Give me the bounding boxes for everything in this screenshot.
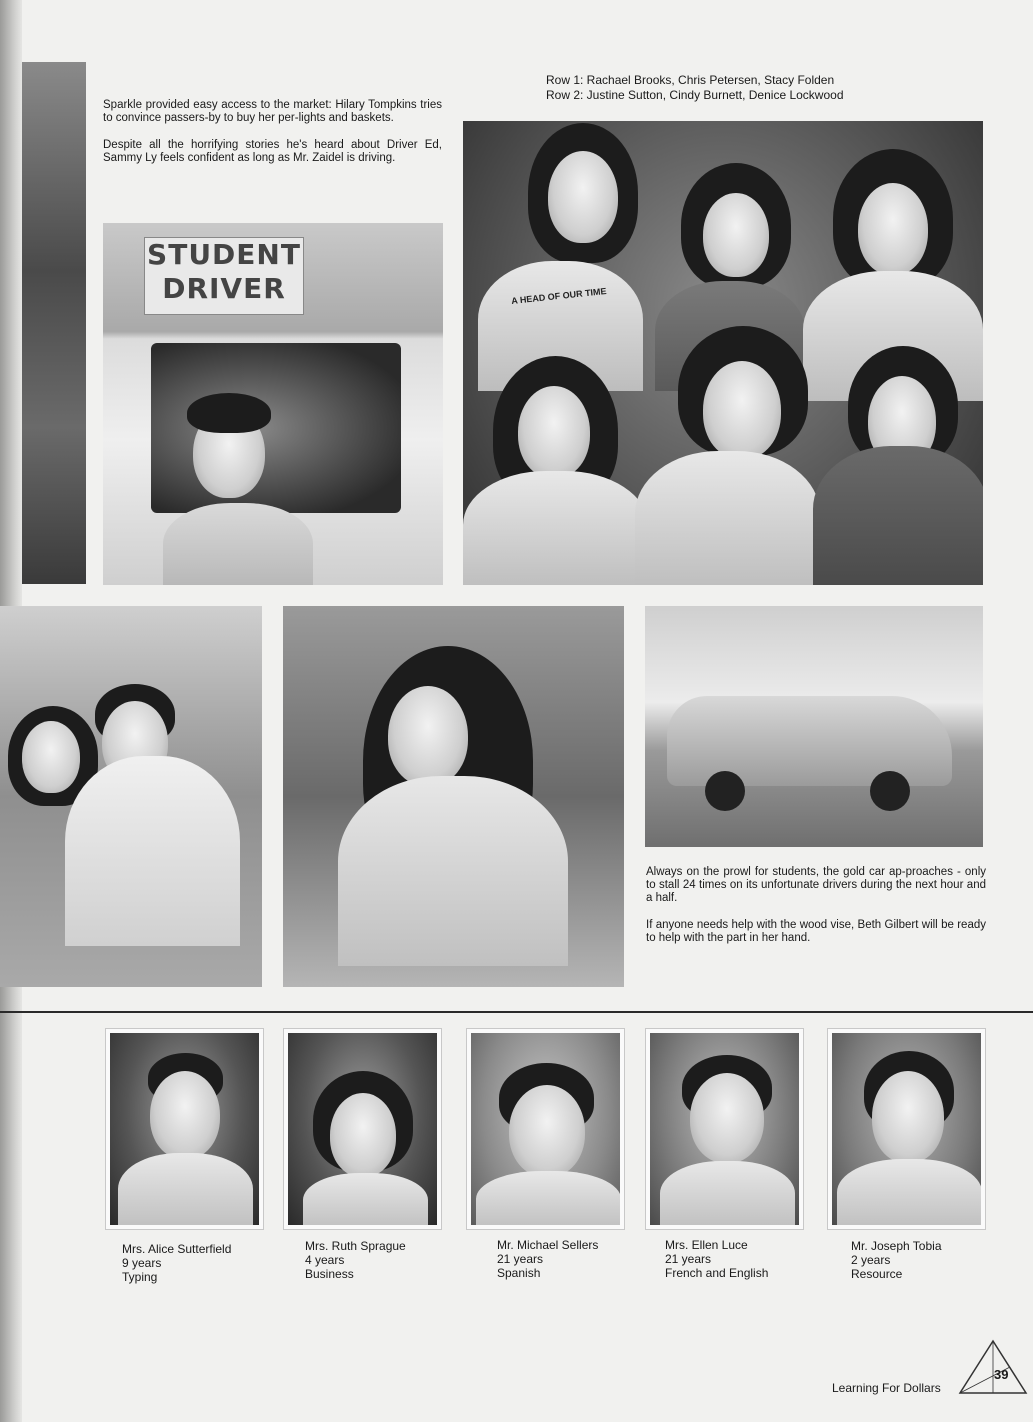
photo-group-six-students [463,121,983,585]
page-number: 39 [994,1367,1009,1382]
portrait-sprague [288,1033,437,1225]
staff-name: Mrs. Ellen Luce [665,1238,748,1252]
sign-line-2: DRIVER [162,272,286,305]
caption-gold-car: Always on the prowl for students, the gold car ap-proaches - only to stall 24 times on its unfortunate drivers during the next hour and a half. [646,866,986,904]
staff-subject: Typing [122,1270,158,1284]
portrait-frame-sutterfield [105,1028,264,1230]
caption-block-right-middle [646,866,986,959]
portrait-frame-luce [645,1028,804,1230]
staff-caption-sprague [305,1239,406,1281]
portrait-luce [650,1033,799,1225]
caption-group-row-1: Row 1: Rachael Brooks, Chris Petersen, Stacy Folden [546,73,835,87]
photo-gold-car [645,606,983,847]
staff-subject: Business [305,1267,354,1281]
staff-caption-sellers [497,1238,598,1280]
staff-subject: Resource [851,1267,903,1281]
portrait-frame-sellers [466,1028,625,1230]
caption-group-rows [546,73,966,103]
staff-name: Mr. Michael Sellers [497,1238,599,1252]
photo-left-edge-top [22,62,86,584]
staff-name: Mrs. Alice Sutterfield [122,1242,232,1256]
staff-subject: Spanish [497,1266,541,1280]
triangle-page-mark-icon [958,1337,1028,1397]
caption-sparkle: Sparkle provided easy access to the market: Hilary Tompkins tries to convince passers-by to buy her per-lights and baskets. [103,99,442,124]
staff-caption-tobia [851,1239,942,1281]
portrait-frame-sprague [283,1028,442,1230]
section-divider [0,1011,1033,1013]
tshirt-print-text: A HEAD OF OUR TIME [510,286,607,306]
staff-subject: French and English [665,1266,769,1280]
staff-name: Mr. Joseph Tobia [851,1239,942,1253]
staff-caption-sutterfield [122,1242,231,1284]
staff-name: Mrs. Ruth Sprague [305,1239,406,1253]
section-title: Learning For Dollars [832,1381,941,1395]
portrait-sellers [471,1033,620,1225]
staff-years: 4 years [305,1253,345,1267]
portrait-tobia [832,1033,981,1225]
caption-group-row-2: Row 2: Justine Sutton, Cindy Burnett, Denice Lockwood [546,88,844,102]
photo-student-wood-vise [283,606,624,987]
caption-driver-ed: Despite all the horrifying stories he's heard about Driver Ed, Sammy Ly feels confident as long as Mr. Zaidel is driving. [103,139,442,164]
staff-years: 21 years [497,1252,544,1266]
caption-wood-vise: If anyone needs help with the wood vise, Beth Gilbert will be ready to help with the part in her hand. [646,919,986,944]
staff-years: 2 years [851,1253,891,1267]
student-driver-sign [144,237,304,315]
sign-line-1: STUDENT [147,238,301,271]
staff-years: 21 years [665,1252,712,1266]
photo-teacher-helping-student [0,606,262,987]
staff-years: 9 years [122,1256,162,1270]
portrait-frame-tobia [827,1028,986,1230]
caption-block-top-left [103,99,442,179]
staff-caption-luce [665,1238,768,1280]
portrait-sutterfield [110,1033,259,1225]
